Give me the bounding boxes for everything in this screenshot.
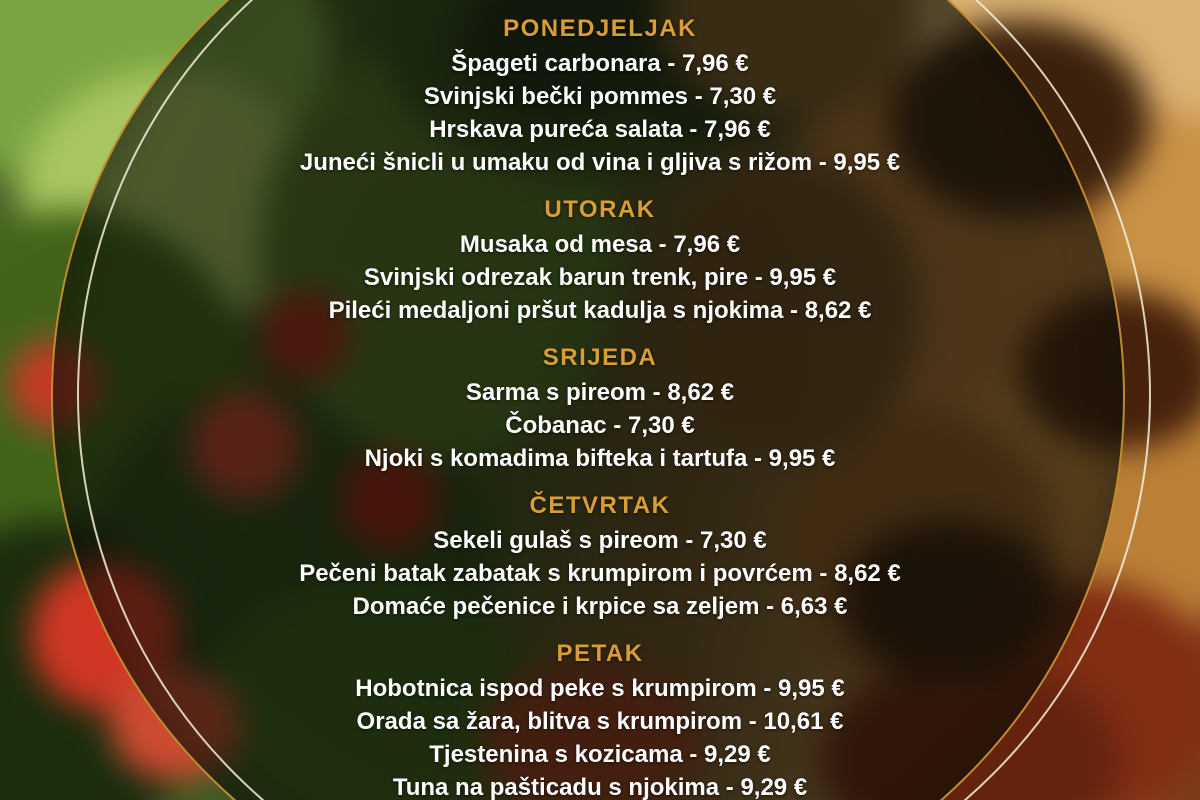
menu-item: Svinjski odrezak barun trenk, pire - 9,95 €	[363, 264, 837, 291]
day-heading: PONEDJELJAK	[503, 15, 697, 42]
menu-item: Musaka od mesa - 7,96 €	[459, 231, 741, 258]
menu-item: Hrskava pureća salata - 7,96 €	[429, 116, 771, 143]
menu-item: Sarma s pireom - 8,62 €	[465, 379, 735, 406]
menu-item: Hobotnica ispod peke s krumpirom - 9,95 €	[355, 675, 845, 702]
menu-item: Tuna na pašticadu s njokima - 9,29 €	[392, 774, 808, 800]
day-heading: UTORAK	[544, 196, 656, 223]
weekly-menu	[150, 0, 1050, 800]
menu-day-section	[150, 195, 1050, 327]
menu-item: Juneći šnicli u umaku od vina i gljiva s rižom - 9,95 €	[299, 149, 901, 176]
menu-item: Čobanac - 7,30 €	[505, 412, 695, 439]
menu-item: Špageti carbonara - 7,96 €	[451, 50, 749, 77]
day-heading: PETAK	[556, 640, 644, 667]
menu-item: Pileći medaljoni pršut kadulja s njokima - 8,62 €	[328, 297, 872, 324]
menu-day-section	[150, 639, 1050, 800]
day-heading: ČETVRTAK	[529, 492, 671, 519]
menu-item: Njoki s komadima bifteka i tartufa - 9,95 €	[364, 445, 836, 472]
menu-item: Sekeli gulaš s pireom - 7,30 €	[433, 527, 767, 554]
menu-item: Orada sa žara, blitva s krumpirom - 10,61 €	[356, 708, 844, 735]
menu-item: Svinjski bečki pommes - 7,30 €	[423, 83, 777, 110]
menu-day-section	[150, 14, 1050, 179]
menu-item: Tjestenina s kozicama - 9,29 €	[429, 741, 771, 768]
menu-item: Domaće pečenice i krpice sa zeljem - 6,63 €	[352, 593, 848, 620]
menu-item: Pečeni batak zabatak s krumpirom i povrćem - 8,62 €	[299, 560, 901, 587]
day-heading: SRIJEDA	[542, 344, 658, 371]
menu-day-section	[150, 491, 1050, 623]
menu-day-section	[150, 343, 1050, 475]
